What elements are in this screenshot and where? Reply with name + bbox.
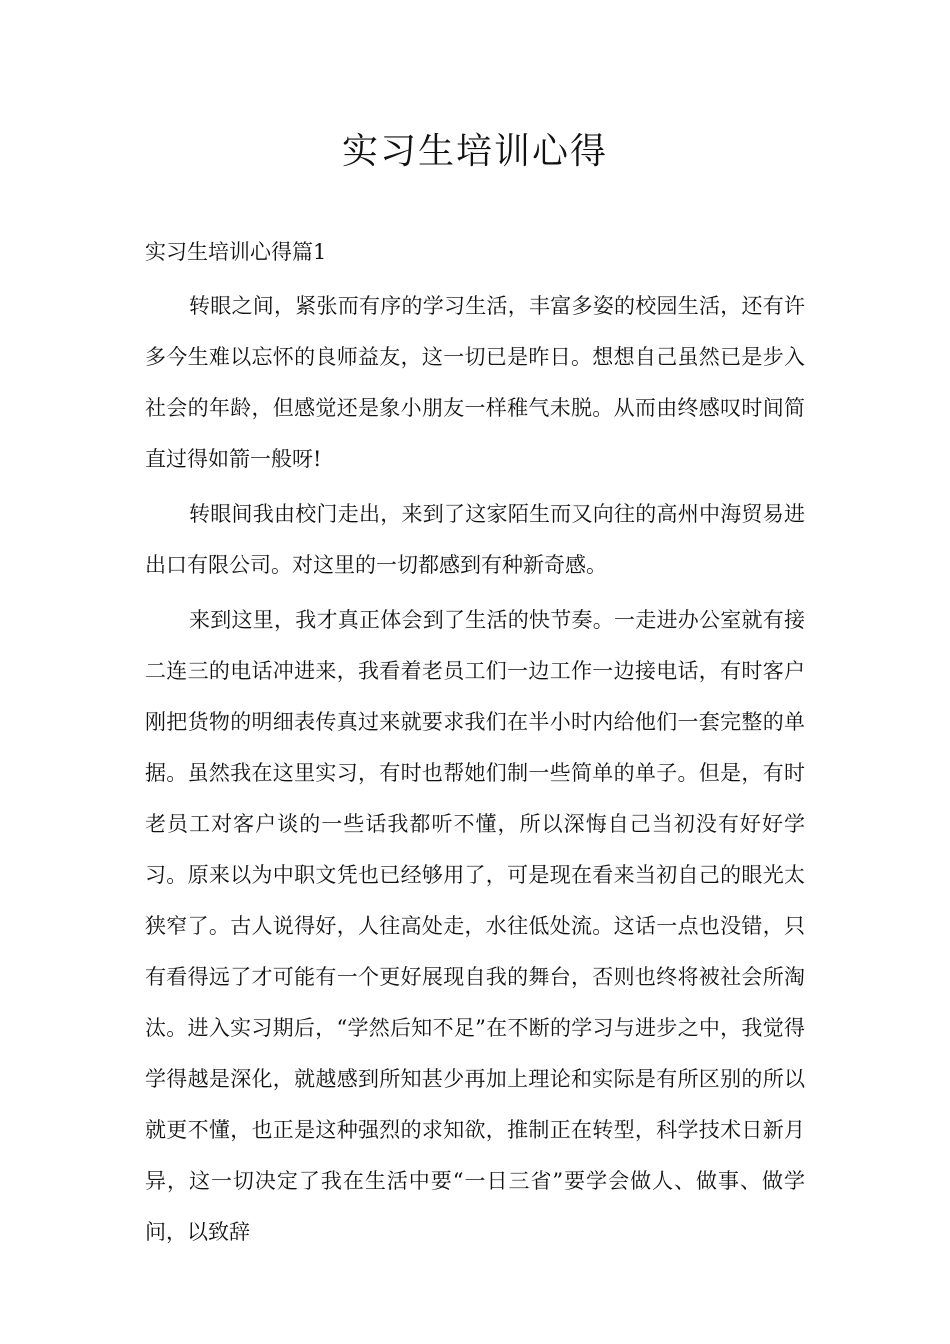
paragraph-2: 转眼间我由校门走出，来到了这家陌生而又向往的高州中海贸易进出口有限公司。对这里的一切都感到有种新奇感。 bbox=[145, 502, 805, 577]
paragraph-3: 来到这里，我才真正体会到了生活的快节奏。一走进办公室就有接二连三的电话冲进来，我看着老员工们一边工作一边接电话，有时客户刚把货物的明细表传真过来就要求我们在半小时内给他们一套完整的单据。虽然我在这里实习，有时也帮她们制一些简单的单子。但是，有时老员工对客户谈的一些话我都听不懂，所以深悔自己当初没有好好学习。原来以为中职文凭也已经够用了，可是现在看来当初自己的眼光太狭窄了。古人说得好，人往高处走，水往低处流。这话一点也没错，只有看得远了才可能有一个更好展现自我的舞台，否则也终将被社会所淘汰。进入实习期后，“学然后知不足”在不断的学习与进步之中，我觉得学得越是深化，就越感到所知甚少再加上理论和实际是有所区别的所以就更不懂，也正是这种强烈的求知欲，推制正在转型，科学技术日新月异，这一切决定了我在生活中要“一日三省”要学会做人、做事、做学问，以致辞 bbox=[145, 608, 805, 1244]
section-heading: 实习生培训心得篇1 bbox=[145, 240, 327, 264]
paragraph-1: 转眼之间，紧张而有序的学习生活，丰富多姿的校园生活，还有许多今生难以忘怀的良师益友，这一切已是昨日。想想自己虽然已是步入社会的年龄，但感觉还是象小朋友一样稚气未脱。从而由终感叹时间简直过得如箭一般呀! bbox=[145, 294, 805, 471]
document-title: 实习生培训心得 bbox=[341, 131, 608, 172]
document-body bbox=[145, 231, 805, 1262]
